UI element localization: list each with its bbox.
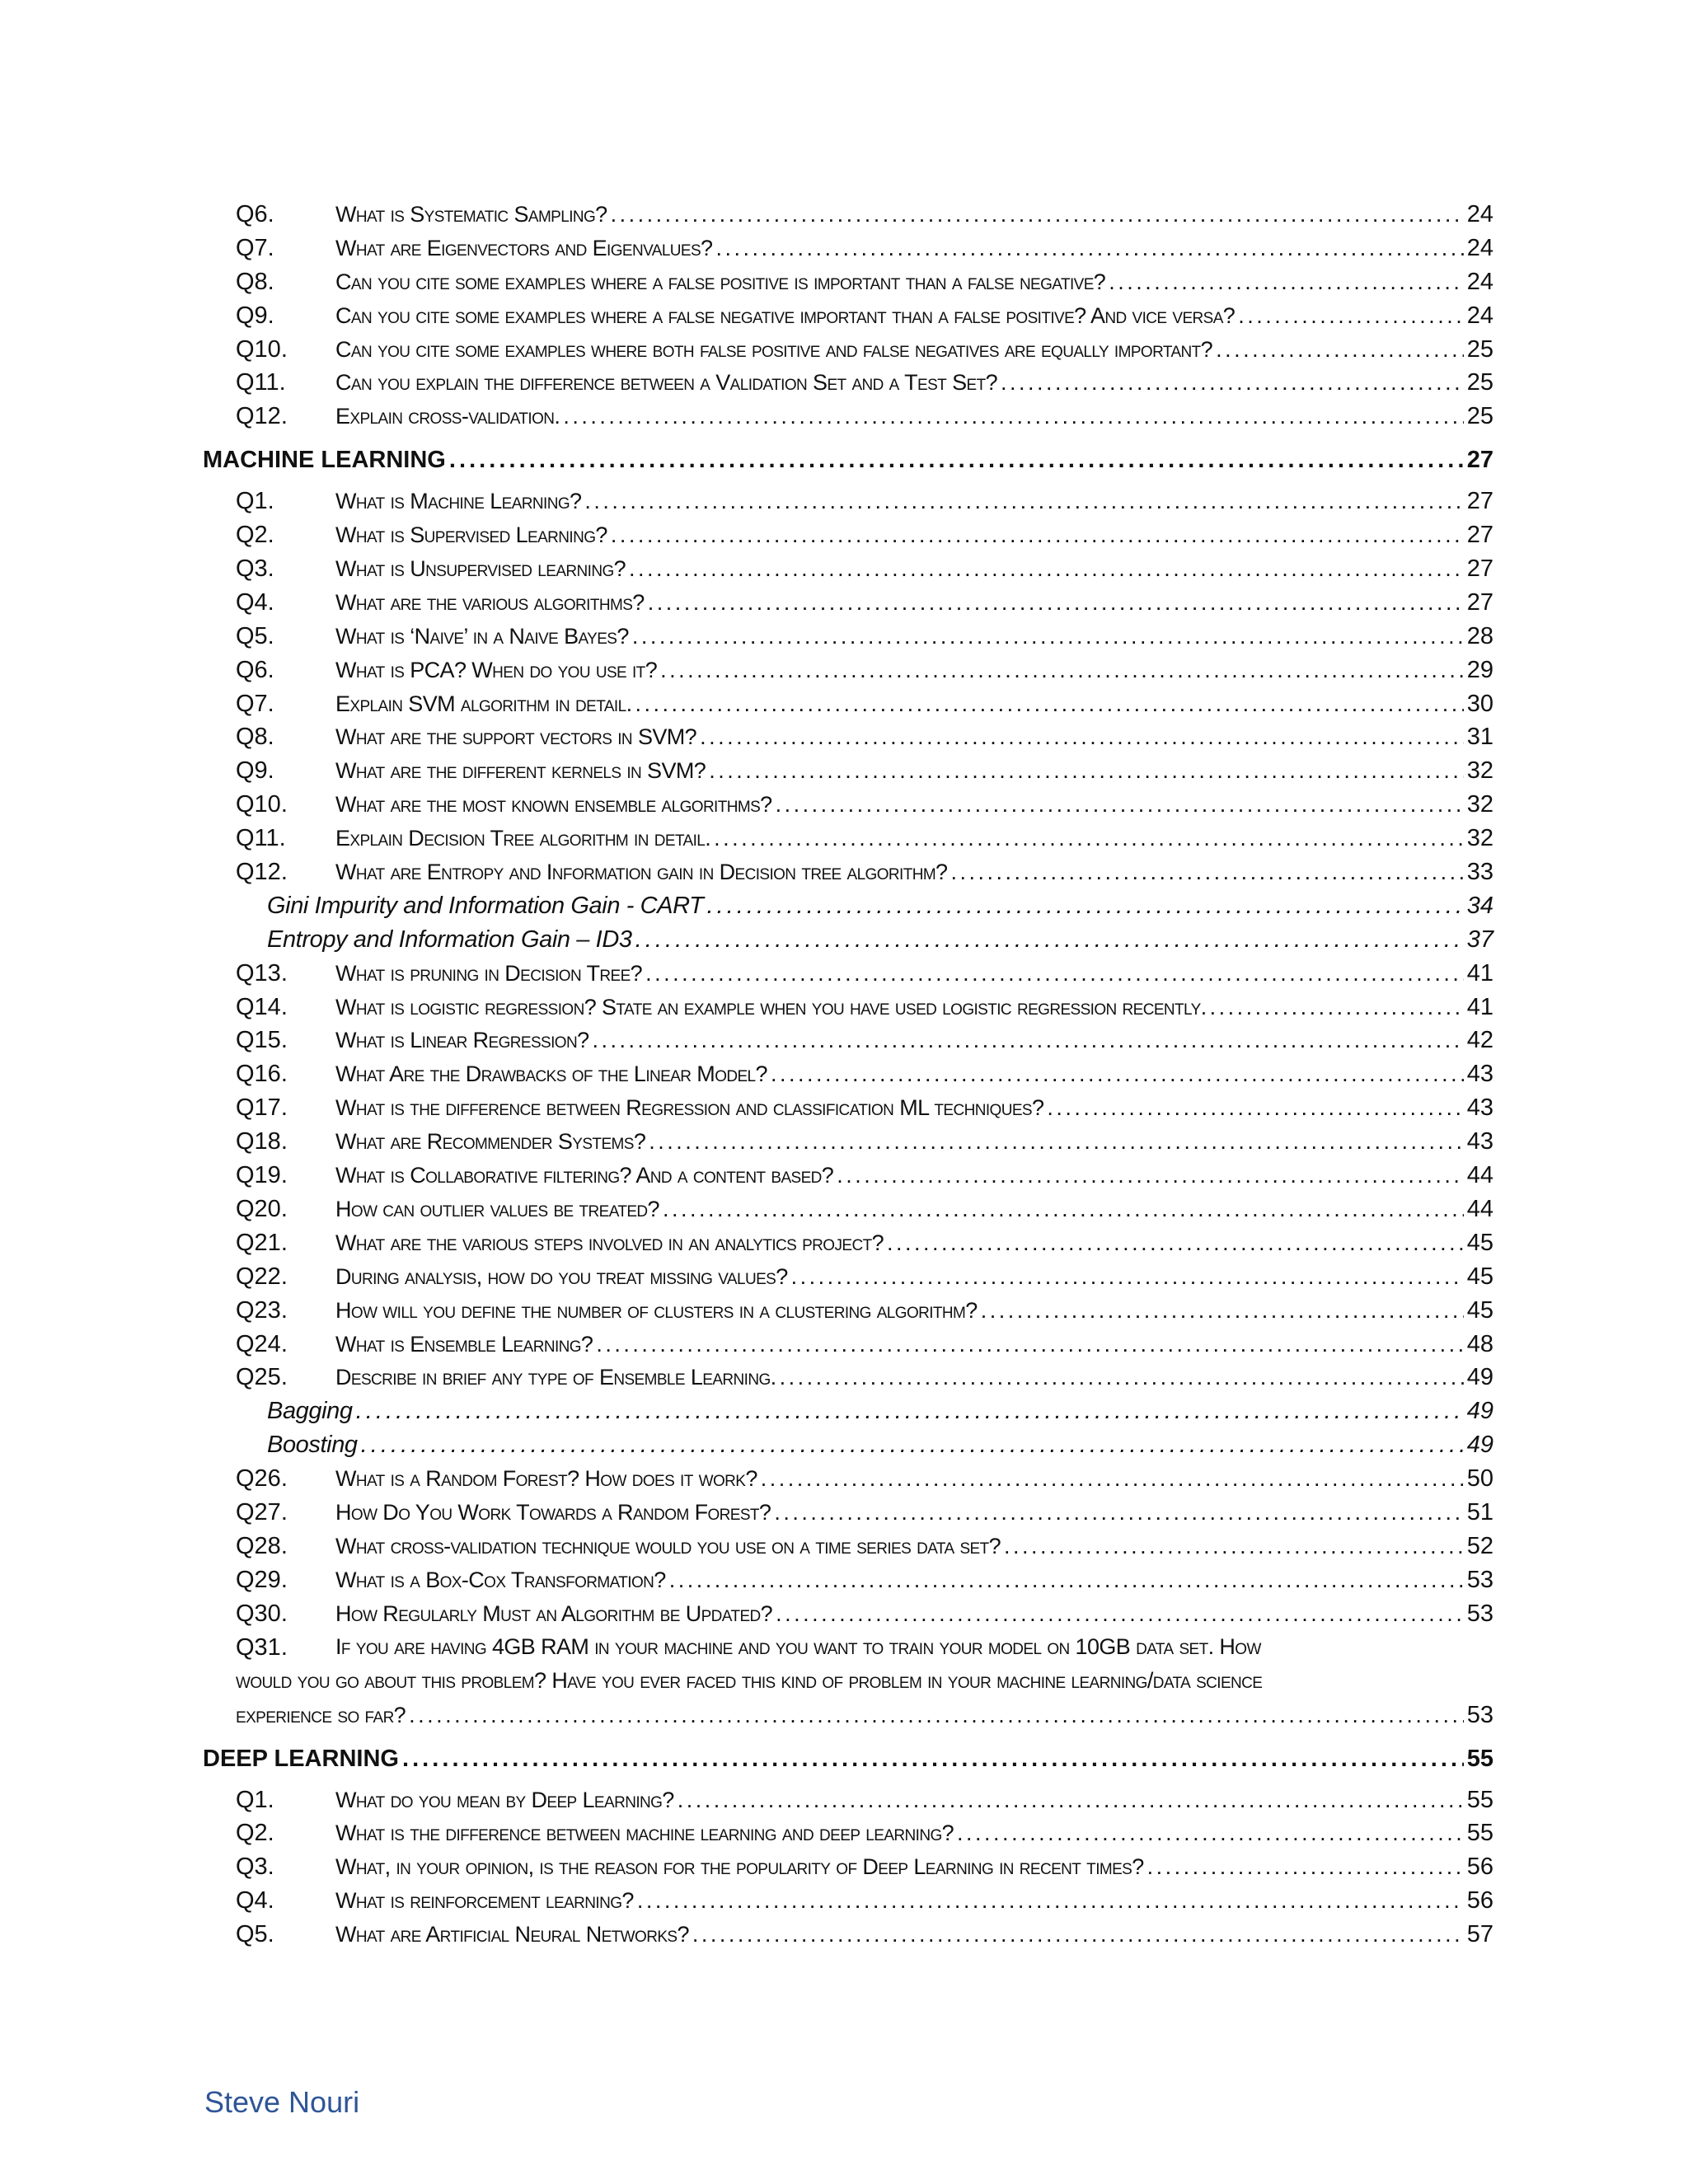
entry-title-text: Can you explain the difference between a Validation Set and a Test Set? (335, 370, 997, 396)
entry-number: Q11. (236, 369, 286, 396)
section-page-number: 55 (1466, 1745, 1493, 1772)
dot-leader (635, 926, 1464, 954)
entry-title (335, 825, 1493, 852)
toc-section-machine-learning[interactable] (203, 437, 1493, 488)
toc-list-statistics (203, 201, 1493, 437)
toc-entry[interactable] (203, 1854, 1493, 1887)
toc-entry[interactable] (203, 1196, 1493, 1230)
entry-page-number: 57 (1466, 1921, 1493, 1948)
entry-page-number: 43 (1466, 1061, 1493, 1088)
entry-title (335, 1297, 1493, 1324)
entry-page-number: 48 (1466, 1330, 1493, 1357)
dot-leader (402, 1746, 1464, 1773)
dot-leader (361, 1432, 1464, 1459)
entry-title-text: What is Machine Learning? (335, 489, 582, 514)
entry-page-number: 25 (1466, 335, 1493, 363)
entry-page-number: 28 (1466, 622, 1493, 649)
toc-entry-q31[interactable] (203, 1634, 1493, 1736)
entry-number: Q31. (236, 1633, 288, 1661)
entry-title (335, 235, 1493, 262)
entry-title-text: Describe in brief any type of Ensemble Learning. (335, 1365, 776, 1390)
dot-leader (593, 1028, 1464, 1053)
entry-title (335, 1567, 1493, 1594)
entry-page-number: 24 (1466, 302, 1493, 329)
entry-title (335, 1499, 1493, 1526)
toc-entry[interactable] (203, 555, 1493, 589)
dot-leader (774, 1500, 1463, 1526)
entry-page-number: 29 (1466, 656, 1493, 683)
toc-list-machine-learning (203, 488, 1493, 1633)
entry-title (335, 1094, 1493, 1122)
entry-title (335, 522, 1493, 549)
toc-entry[interactable] (203, 623, 1493, 657)
toc-subentry[interactable] (203, 1398, 1493, 1432)
entry-title (335, 302, 1493, 330)
entry-title (335, 488, 1493, 515)
toc-entry[interactable] (203, 859, 1493, 893)
entry-title (335, 757, 1493, 785)
entry-page-number: 32 (1466, 791, 1493, 818)
dot-leader (584, 489, 1463, 514)
dot-leader (1004, 1534, 1464, 1559)
entry-number: Q18. (236, 1128, 288, 1155)
entry-number: Q25. (236, 1364, 288, 1391)
entry-number: Q3. (236, 555, 274, 583)
toc-entry[interactable] (203, 269, 1493, 302)
entry-title (335, 555, 1493, 583)
toc-list-deep-learning (203, 1787, 1493, 1955)
entry-number: Q4. (236, 1887, 274, 1915)
entry-title (267, 893, 1493, 920)
entry-page-number: 51 (1466, 1498, 1493, 1526)
entry-title-text: During analysis, how do you treat missing values? (335, 1263, 788, 1289)
entry-title (335, 960, 1493, 987)
toc-entry[interactable] (203, 1601, 1493, 1634)
toc-subentry[interactable] (203, 1432, 1493, 1465)
section-page-number: 27 (1466, 447, 1493, 474)
entry-number: Q8. (236, 268, 274, 295)
toc-entry[interactable] (203, 235, 1493, 269)
toc-entry[interactable] (203, 1820, 1493, 1854)
dot-leader (611, 202, 1464, 227)
toc-entry[interactable] (203, 302, 1493, 336)
entry-title (335, 201, 1493, 228)
entry-number: Q15. (236, 1027, 288, 1054)
dot-leader (660, 658, 1464, 683)
entry-number: Q10. (236, 791, 288, 818)
toc-entry[interactable] (203, 1297, 1493, 1331)
entry-page-number: 41 (1466, 993, 1493, 1020)
dot-leader (771, 1062, 1464, 1087)
entry-title (335, 1854, 1493, 1881)
entry-page-number: 27 (1466, 488, 1493, 515)
dot-leader (950, 860, 1463, 885)
dot-leader (714, 826, 1464, 851)
entry-number: Q14. (236, 993, 288, 1020)
entry-title-text: Gini Impurity and Information Gain - CART (267, 892, 704, 919)
entry-title-text: Entropy and Information Gain – ID3 (267, 926, 632, 953)
entry-title (267, 926, 1493, 954)
entry-title (267, 1398, 1493, 1425)
toc-entry[interactable] (203, 369, 1493, 403)
entry-page-number: 27 (1466, 522, 1493, 549)
entry-title (335, 1601, 1493, 1628)
entry-title-text: What is Supervised Learning? (335, 523, 607, 548)
entry-page-number: 24 (1466, 201, 1493, 227)
toc-entry[interactable] (203, 488, 1493, 522)
toc-entry[interactable] (203, 791, 1493, 825)
entry-title-text: What do you mean by Deep Learning? (335, 1787, 674, 1812)
toc-entry[interactable] (203, 403, 1493, 437)
entry-title-text: How Do You Work Towards a Random Forest? (335, 1499, 771, 1525)
dot-leader (648, 590, 1464, 616)
entry-title (335, 1820, 1493, 1847)
entry-page-number: 53 (1466, 1701, 1493, 1728)
entry-number: Q2. (236, 522, 274, 549)
entry-number: Q1. (236, 1786, 274, 1813)
entry-title-line-1: If you are having 4GB RAM in your machine and you want to train your model on 10GB data set. How (335, 1633, 1261, 1659)
entry-number: Q30. (236, 1600, 288, 1627)
entry-page-number: 49 (1466, 1432, 1493, 1459)
entry-title (335, 791, 1493, 818)
entry-page-number: 27 (1466, 555, 1493, 583)
entry-number: Q6. (236, 201, 274, 227)
entry-title-text: What is a Random Forest? How does it work? (335, 1466, 757, 1492)
entry-title (335, 994, 1493, 1021)
entry-title-text: Bagging (267, 1398, 353, 1425)
entry-title-text: experience so far? (236, 1702, 406, 1727)
entry-number: Q13. (236, 959, 288, 987)
entry-title (335, 1061, 1493, 1088)
entry-title-text: Can you cite some examples where a false positive is important than a false negative? (335, 269, 1106, 294)
dot-leader (649, 1129, 1464, 1155)
toc-entry[interactable] (203, 1128, 1493, 1162)
entry-title (335, 691, 1493, 718)
toc-subentry[interactable] (203, 926, 1493, 960)
entry-title-text: What are the various steps involved in an analytics project? (335, 1230, 884, 1255)
toc-entry[interactable] (203, 1499, 1493, 1533)
entry-number: Q1. (236, 488, 274, 515)
entry-number: Q3. (236, 1854, 274, 1881)
entry-title-text: What, in your opinion, is the reason for the popularity of Deep Learning in recent times? (335, 1854, 1144, 1880)
entry-title-text: How Regularly Must an Algorithm be Updated? (335, 1601, 773, 1626)
entry-title (267, 1432, 1493, 1459)
entry-title-text: What is Ensemble Learning? (335, 1331, 593, 1357)
entry-number: Q10. (236, 335, 288, 363)
entry-page-number: 31 (1466, 724, 1493, 751)
entry-title (335, 336, 1493, 363)
dot-leader (1216, 337, 1464, 363)
dot-leader (715, 236, 1463, 261)
entry-number: Q21. (236, 1229, 288, 1256)
toc-entry[interactable] (203, 1465, 1493, 1499)
entry-number: Q17. (236, 1094, 288, 1122)
entry-number: Q22. (236, 1263, 288, 1290)
entry-title (335, 1230, 1493, 1257)
entry-title-text: What is Collaborative filtering? And a content based? (335, 1163, 834, 1188)
entry-page-number: 32 (1466, 757, 1493, 785)
entry-title-line-2: would you go about this problem? Have you ever faced this kind of problem in your machine learning/data science (236, 1667, 1263, 1693)
entry-page-number: 25 (1466, 369, 1493, 396)
entry-number: Q7. (236, 234, 274, 261)
entry-number: Q28. (236, 1532, 288, 1559)
table-of-contents (203, 201, 1493, 1955)
section-title: DEEP LEARNING (203, 1745, 399, 1772)
dot-leader (669, 1568, 1464, 1593)
entry-page-number: 43 (1466, 1094, 1493, 1122)
entry-number: Q23. (236, 1296, 288, 1324)
toc-entry[interactable] (203, 1263, 1493, 1297)
entry-number: Q7. (236, 690, 274, 717)
entry-title (335, 657, 1493, 684)
entry-number: Q4. (236, 588, 274, 616)
toc-entry[interactable] (203, 994, 1493, 1028)
entry-title-text: Can you cite some examples where a false negative important than a false positive? And vice versa? (335, 302, 1236, 328)
dot-leader (700, 724, 1464, 750)
entry-title-text: How will you define the number of clusters in a clustering algorithm? (335, 1297, 978, 1323)
entry-title (335, 1921, 1493, 1948)
entry-number: Q24. (236, 1330, 288, 1357)
entry-title-text: What is Unsupervised learning? (335, 556, 626, 582)
entry-number: Q8. (236, 724, 274, 751)
entry-page-number: 27 (1466, 588, 1493, 616)
entry-title-text: What is Systematic Sampling? (335, 202, 607, 227)
toc-entry[interactable] (203, 724, 1493, 757)
entry-title-text: What is a Box-Cox Transformation? (335, 1567, 666, 1592)
entry-title-text: Explain cross-validation. (335, 404, 560, 429)
entry-title-text: What is the difference between machine learning and deep learning? (335, 1821, 954, 1846)
entry-title-text: What Are the Drawbacks of the Linear Model? (335, 1062, 767, 1087)
entry-page-number: 42 (1466, 1027, 1493, 1054)
entry-title (335, 1787, 1493, 1814)
dot-leader (1147, 1854, 1464, 1880)
toc-entry[interactable] (203, 1567, 1493, 1601)
dot-leader (596, 1332, 1463, 1357)
entry-page-number: 32 (1466, 825, 1493, 852)
entry-title (335, 1465, 1493, 1493)
entry-page-number: 41 (1466, 959, 1493, 987)
entry-title-text: What is the difference between Regression and classification ML techniques? (335, 1095, 1044, 1121)
dot-leader (791, 1264, 1464, 1290)
entry-title-text: How can outlier values be treated? (335, 1196, 659, 1221)
entry-title (335, 1533, 1493, 1560)
dot-leader (1238, 303, 1464, 329)
entry-title-text: What is pruning in Decision Tree? (335, 960, 643, 986)
entry-title-text: What is Linear Regression? (335, 1028, 589, 1053)
entry-page-number: 34 (1466, 892, 1493, 919)
entry-title-text: What are Eigenvectors and Eigenvalues? (335, 235, 713, 260)
toc-entry[interactable] (203, 1364, 1493, 1398)
toc-entry[interactable] (203, 1887, 1493, 1921)
toc-entry[interactable] (203, 1027, 1493, 1061)
entry-number: Q12. (236, 403, 288, 430)
dot-leader (1047, 1095, 1463, 1121)
entry-title (335, 1128, 1493, 1155)
entry-number: Q20. (236, 1195, 288, 1222)
toc-entry[interactable] (203, 1533, 1493, 1567)
entry-page-number: 37 (1466, 926, 1493, 953)
entry-number: Q26. (236, 1465, 288, 1493)
dot-leader (981, 1298, 1464, 1324)
dot-leader (1109, 269, 1464, 295)
entry-page-number: 24 (1466, 268, 1493, 295)
toc-entry[interactable] (203, 1094, 1493, 1128)
entry-title-text: What is ‘Naive’ in a Naive Bayes? (335, 623, 629, 649)
entry-page-number: 49 (1466, 1364, 1493, 1391)
toc-subentry[interactable] (203, 893, 1493, 926)
entry-title-text: What are Recommender Systems? (335, 1129, 646, 1155)
dot-leader (611, 523, 1464, 548)
toc-entry[interactable] (203, 825, 1493, 859)
entry-page-number: 50 (1466, 1465, 1493, 1493)
entry-title-text: Can you cite some examples where both false positive and false negatives are equally important? (335, 336, 1213, 362)
entry-title-text: What are the different kernels in SVM? (335, 758, 706, 784)
entry-title (335, 1364, 1493, 1391)
entry-number: Q16. (236, 1061, 288, 1088)
entry-number: Q29. (236, 1566, 288, 1593)
toc-entry[interactable] (203, 522, 1493, 555)
dot-leader (776, 1601, 1464, 1627)
entry-number: Q6. (236, 656, 274, 683)
entry-title-line-3 (236, 1702, 1493, 1729)
entry-title (335, 623, 1493, 650)
entry-page-number: 56 (1466, 1887, 1493, 1915)
dot-leader (1001, 370, 1464, 396)
entry-title (335, 1162, 1493, 1189)
dot-leader (629, 556, 1464, 582)
entry-title (335, 589, 1493, 616)
entry-title (335, 1263, 1493, 1291)
dot-leader (632, 624, 1464, 649)
entry-page-number: 53 (1466, 1600, 1493, 1627)
dot-leader (776, 792, 1464, 818)
entry-title (335, 724, 1493, 751)
toc-entry[interactable] (203, 1162, 1493, 1196)
dot-leader (706, 893, 1463, 920)
entry-number: Q9. (236, 757, 274, 785)
dot-leader (780, 1365, 1464, 1390)
dot-leader (645, 961, 1464, 987)
toc-entry[interactable] (203, 1061, 1493, 1094)
entry-title (335, 1027, 1493, 1054)
entry-title-text: Boosting (267, 1432, 358, 1459)
dot-leader (635, 691, 1463, 717)
entry-page-number: 55 (1466, 1820, 1493, 1847)
entry-title-text: What is logistic regression? State an example when you have used logistic regression recently. (335, 994, 1207, 1019)
entry-page-number: 49 (1466, 1398, 1493, 1425)
dot-leader (1210, 995, 1464, 1020)
entry-title (335, 403, 1493, 430)
entry-number: Q5. (236, 1921, 274, 1948)
entry-title-text: Explain SVM algorithm in detail. (335, 691, 632, 716)
entry-title-text: What are Artificial Neural Networks? (335, 1922, 689, 1947)
dot-leader (637, 1888, 1464, 1914)
dot-leader (761, 1466, 1464, 1492)
toc-entry[interactable] (203, 1331, 1493, 1365)
toc-entry[interactable] (203, 1230, 1493, 1263)
entry-title-text: What cross-validation technique would you use on a time series data set? (335, 1533, 1001, 1558)
toc-entry[interactable] (203, 960, 1493, 994)
entry-page-number: 44 (1466, 1162, 1493, 1189)
entry-page-number: 45 (1466, 1229, 1493, 1256)
entry-title (335, 1196, 1493, 1223)
entry-title-text: What are the support vectors in SVM? (335, 724, 697, 750)
entry-title (335, 1887, 1493, 1915)
entry-number: Q19. (236, 1162, 288, 1189)
entry-number: Q12. (236, 859, 288, 886)
toc-entry[interactable] (203, 1787, 1493, 1821)
entry-title (335, 269, 1493, 296)
dot-leader (356, 1398, 1464, 1425)
toc-entry[interactable] (203, 589, 1493, 623)
entry-title (335, 1331, 1493, 1358)
footer-author: Steve Nouri (204, 2085, 360, 2119)
dot-leader (678, 1788, 1464, 1813)
entry-page-number: 30 (1466, 690, 1493, 717)
entry-page-number: 53 (1466, 1566, 1493, 1593)
entry-page-number: 25 (1466, 403, 1493, 430)
dot-leader (692, 1922, 1464, 1947)
entry-page-number: 55 (1466, 1786, 1493, 1813)
toc-entry[interactable] (203, 757, 1493, 791)
dot-leader (957, 1821, 1464, 1846)
entry-page-number: 45 (1466, 1263, 1493, 1290)
toc-entry[interactable] (203, 657, 1493, 691)
dot-leader (449, 447, 1464, 474)
entry-number: Q27. (236, 1498, 288, 1526)
dot-leader (409, 1703, 1464, 1728)
entry-page-number: 33 (1466, 859, 1493, 886)
entry-number: Q11. (236, 825, 286, 852)
entry-title-text: What are the most known ensemble algorithms? (335, 792, 772, 818)
entry-title-text: What are the various algorithms? (335, 589, 645, 615)
entry-page-number: 44 (1466, 1195, 1493, 1222)
toc-entry[interactable] (203, 336, 1493, 370)
entry-page-number: 43 (1466, 1128, 1493, 1155)
dot-leader (837, 1163, 1464, 1188)
dot-leader (663, 1197, 1464, 1222)
entry-title (335, 859, 1493, 886)
toc-section-deep-learning[interactable] (203, 1736, 1493, 1787)
dot-leader (887, 1230, 1464, 1256)
dot-leader (709, 758, 1464, 784)
entry-number: Q5. (236, 622, 274, 649)
toc-entry[interactable] (203, 1921, 1493, 1955)
entry-title (335, 369, 1493, 396)
entry-page-number: 24 (1466, 234, 1493, 261)
entry-title-text: What are Entropy and Information gain in Decision tree algorithm? (335, 860, 948, 885)
section-title: MACHINE LEARNING (203, 447, 446, 474)
entry-number: Q9. (236, 302, 274, 329)
entry-number: Q2. (236, 1820, 274, 1847)
entry-page-number: 56 (1466, 1854, 1493, 1881)
entry-page-number: 45 (1466, 1296, 1493, 1324)
entry-title-text: Explain Decision Tree algorithm in detail. (335, 826, 711, 851)
toc-entry[interactable] (203, 691, 1493, 724)
entry-title-text: What is PCA? When do you use it? (335, 657, 658, 682)
entry-title-text: What is reinforcement learning? (335, 1888, 634, 1914)
entry-page-number: 52 (1466, 1532, 1493, 1559)
dot-leader (563, 404, 1463, 429)
toc-entry[interactable] (203, 201, 1493, 235)
